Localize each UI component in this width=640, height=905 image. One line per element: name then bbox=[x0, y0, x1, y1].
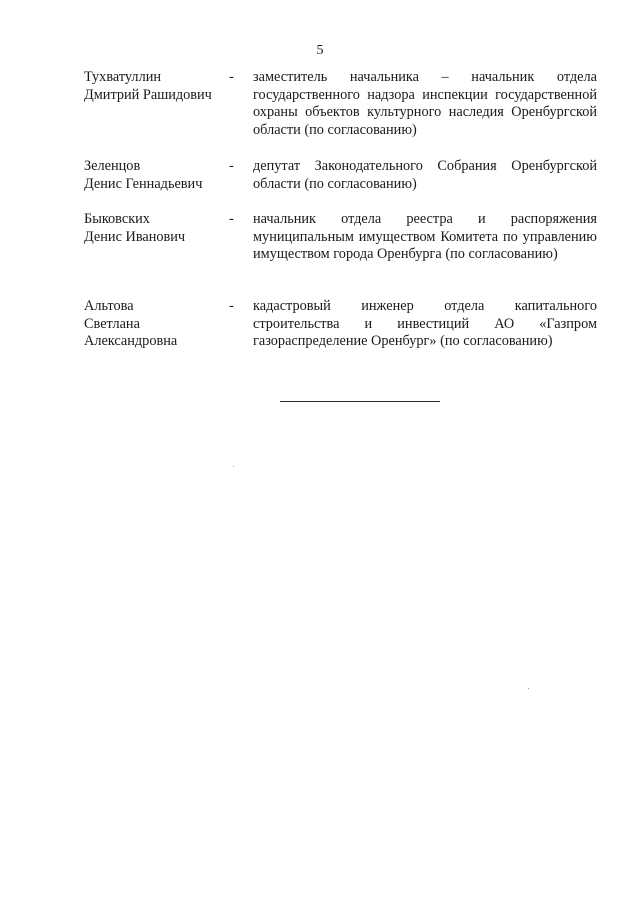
member-surname: Зеленцов bbox=[84, 158, 141, 174]
member-name bbox=[84, 158, 224, 193]
entry-dash: - bbox=[229, 69, 234, 85]
member-position: начальник отдела реестра и распоряжения муниципальным имуществом Комитета по управлению имуществом города Оренбурга (по согласованию) bbox=[253, 211, 597, 263]
member-position: кадастровый инженер отдела капитального строительства и инвестиций АО «Газпром газораспределение Оренбург» (по согласованию) bbox=[253, 298, 597, 350]
member-name bbox=[84, 211, 224, 246]
member-first-name: Светлана bbox=[84, 315, 140, 332]
member-name bbox=[84, 298, 224, 351]
entry-dash: - bbox=[229, 158, 234, 174]
member-given-name: Денис Иванович bbox=[84, 228, 186, 245]
scan-speck bbox=[233, 466, 234, 467]
member-position: заместитель начальника – начальник отдела государственного надзора инспекции государственной охраны объектов культурного наследия Оренбургской области (по согласованию) bbox=[253, 69, 597, 138]
member-given-name: Денис Геннадьевич bbox=[84, 175, 203, 192]
member-surname: Быковских bbox=[84, 211, 150, 227]
member-patronymic: Александровна bbox=[84, 333, 178, 350]
page-number: 5 bbox=[316, 43, 324, 58]
entry-dash: - bbox=[229, 298, 234, 314]
member-position: депутат Законодательного Собрания Оренбургской области (по согласованию) bbox=[253, 158, 597, 192]
member-name bbox=[84, 69, 224, 104]
entry-dash: - bbox=[229, 211, 234, 227]
member-surname: Тухватуллин bbox=[84, 69, 162, 85]
member-surname: Альтова bbox=[84, 298, 134, 314]
scan-speck bbox=[528, 688, 529, 689]
end-separator-line bbox=[280, 401, 440, 402]
member-given-name: Дмитрий Рашидович bbox=[84, 86, 212, 103]
